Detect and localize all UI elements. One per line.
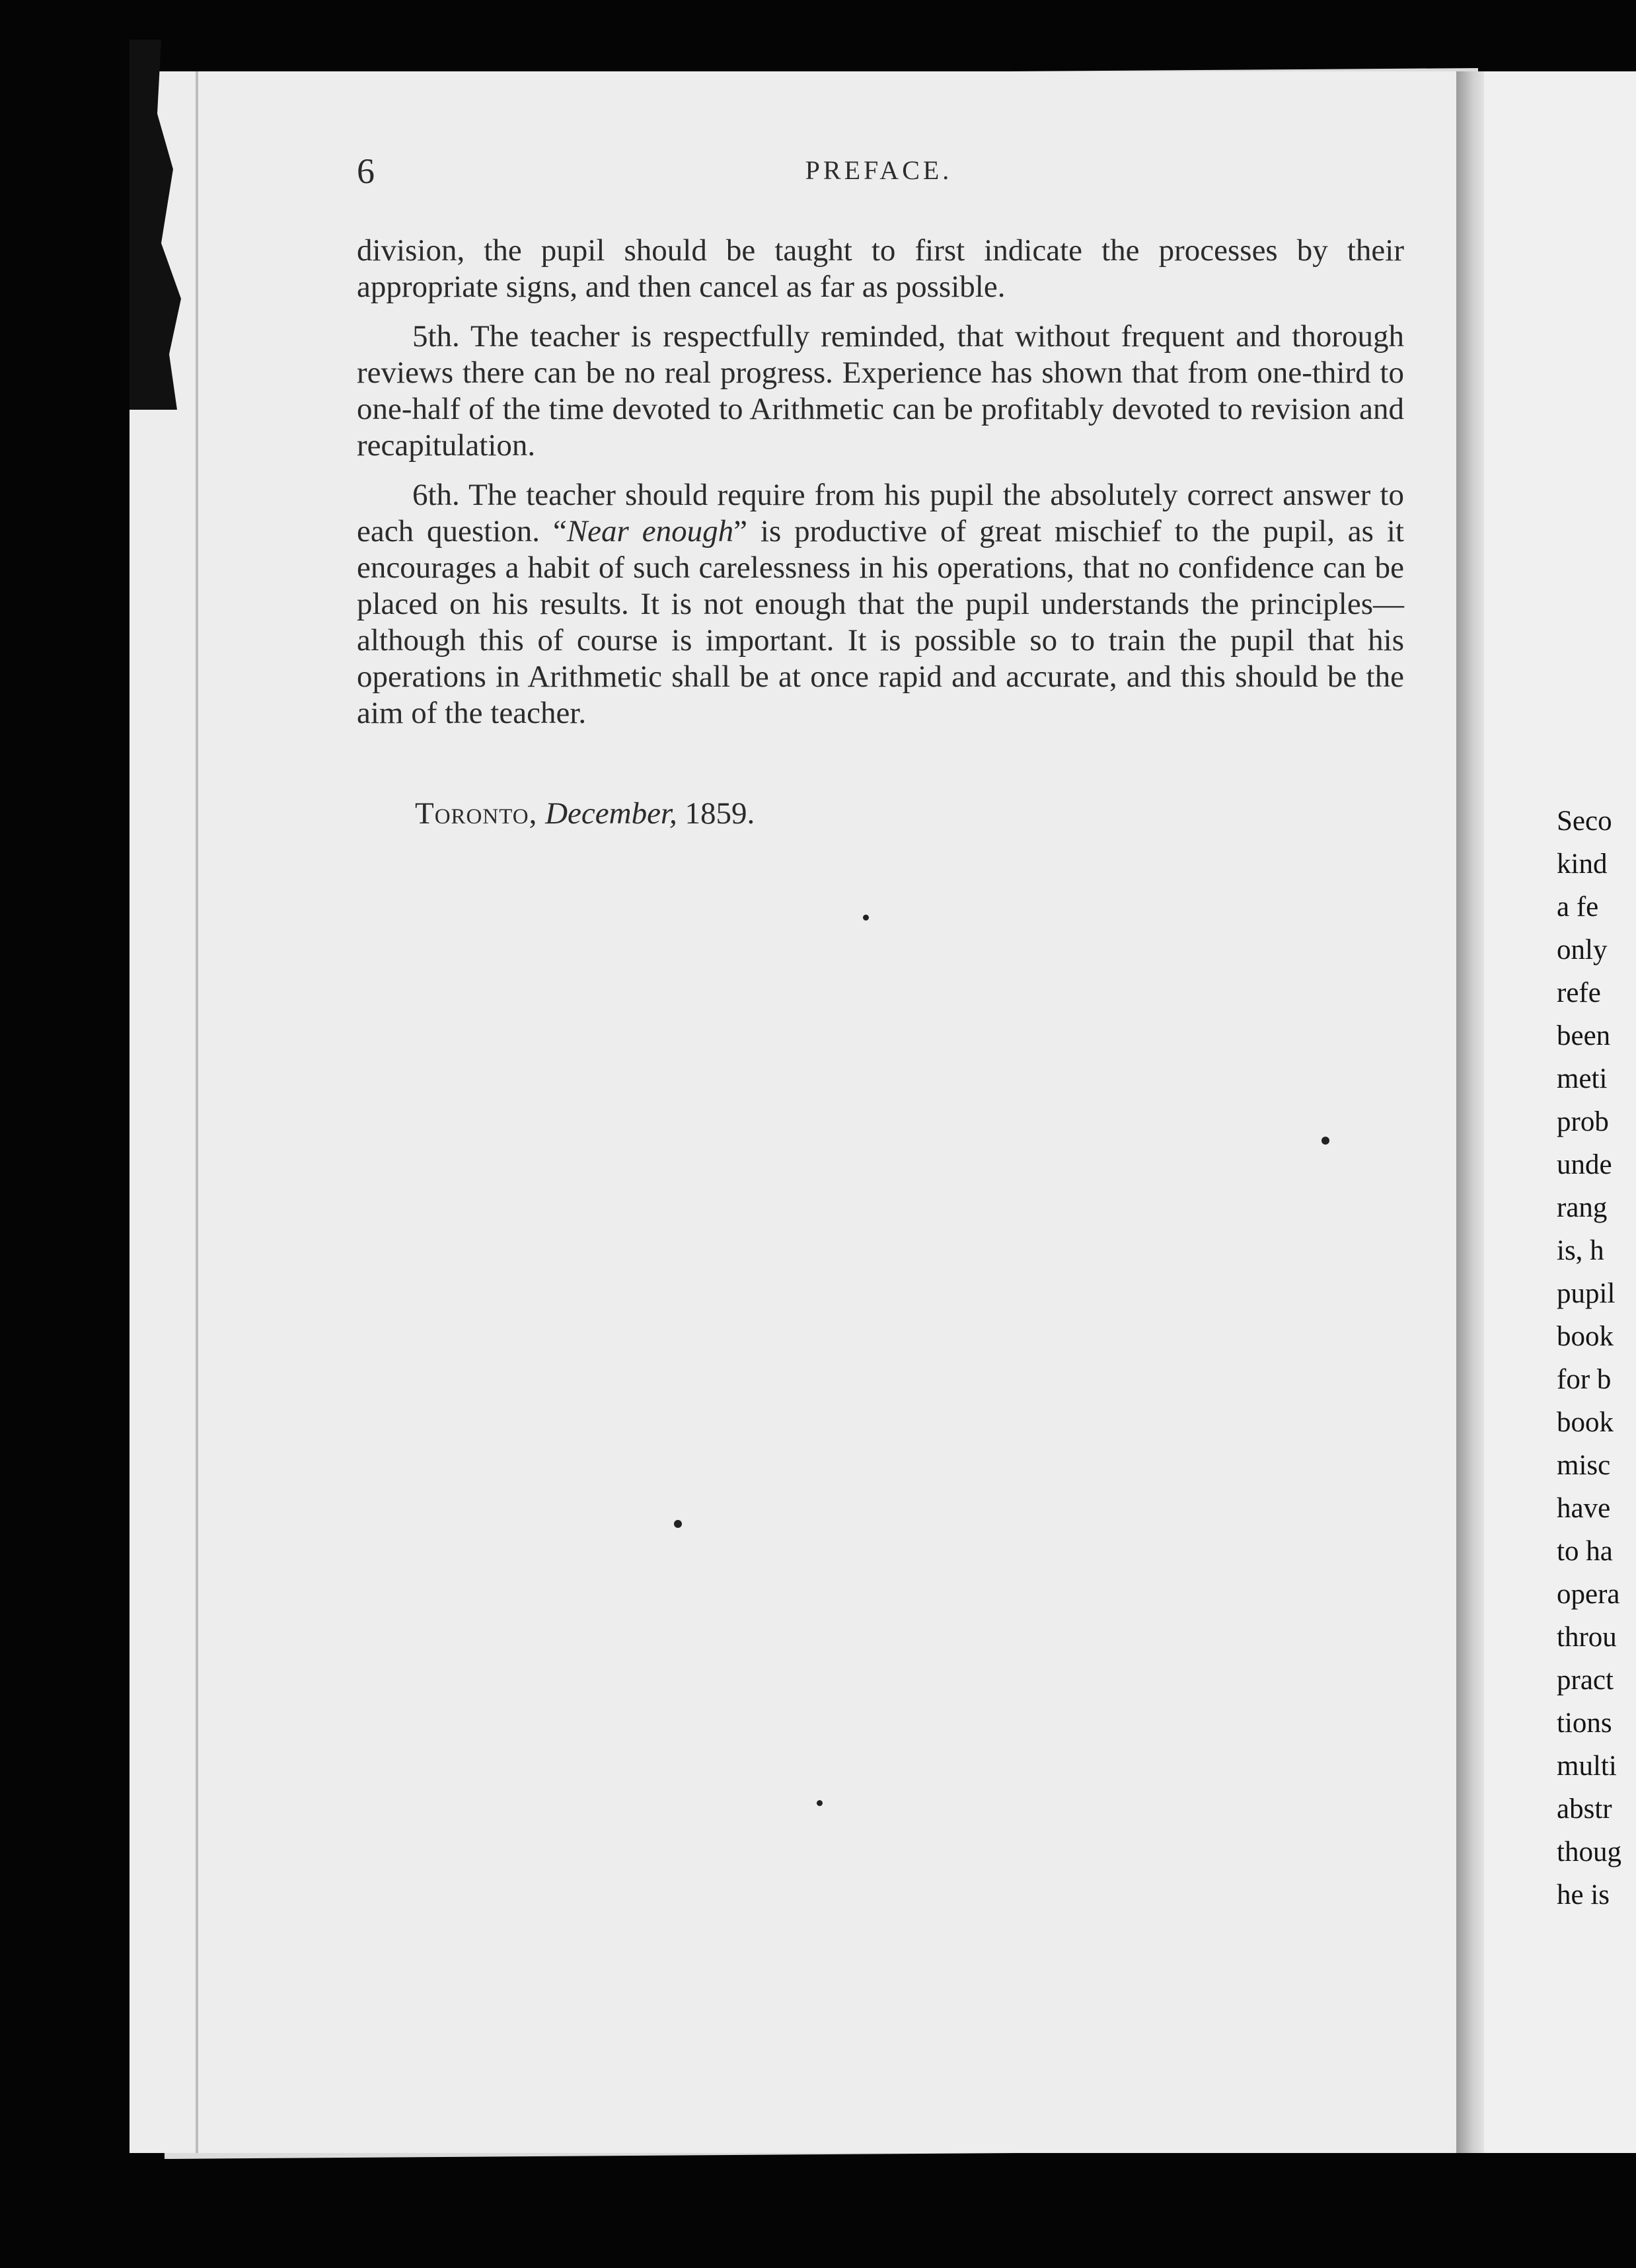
page-fold-line [196,71,198,2153]
paragraph-5th: 5th. The teacher is respectfully reminded, that without frequent and thorough reviews there can be no real progress. Experience has shown that from one-third to one-half of the time devoted to Arithmetic can be profitably devoted to revision and recapitulation. [357,319,1404,463]
right-line: to ha [1557,1536,1613,1567]
right-line: a fe [1557,891,1599,923]
preface-text [357,233,1404,745]
right-line: pupil [1557,1278,1616,1309]
right-line: multi [1557,1751,1617,1782]
paragraph-continuation: division, the pupil should be taught to first indicate the processes by their appropriate signs, and then cancel as far as possible. [357,233,1404,304]
right-line: been [1557,1020,1611,1051]
page-number: 6 [357,151,375,191]
right-line: book [1557,1321,1614,1352]
right-line: pract [1557,1665,1614,1696]
signature-place: Toronto, [415,796,538,831]
quote-near-enough: Near enough [566,514,734,548]
right-line: Seco [1557,806,1612,837]
right-line: throu [1557,1622,1617,1653]
right-line: rang [1557,1192,1608,1223]
ink-speck [817,1800,823,1806]
signature-line [415,796,755,831]
running-head: PREFACE. [805,155,953,185]
ink-speck [1321,1137,1329,1145]
right-line: thoug [1557,1836,1621,1868]
signature-year: 1859. [685,796,755,831]
signature-month: December, [545,796,677,831]
right-line: refe [1557,977,1601,1008]
gutter-shadow [1456,71,1484,2153]
ink-speck [863,915,869,921]
right-line: book [1557,1407,1614,1438]
quote-open: “ [552,514,567,548]
right-line: he is [1557,1879,1610,1910]
right-line: is, h [1557,1235,1604,1266]
ink-speck [674,1520,682,1528]
paragraph-6th-part1: 6th. The teacher should require from his pupil the absolutely correct answer to each question. [357,478,1404,548]
right-line: tions [1557,1708,1612,1739]
right-line: unde [1557,1149,1612,1180]
paragraph-6th-part2: is productive of great mischief to the pupil, as it encourages a habit of such carelessness in his operations, that no confidence can be placed on his results. It is not enough that the pupil understands the principles—although this of course is important. It is possible so to train the pupil that his operations in Arithmetic shall be at once rapid and accurate, and this should be the aim of the teacher. [357,514,1404,730]
right-line: have [1557,1493,1611,1524]
quote-close: ” [733,514,747,548]
right-line: for b [1557,1364,1612,1395]
right-line: abstr [1557,1794,1612,1825]
right-line: kind [1557,849,1608,880]
right-page-text [1557,800,1636,1916]
right-line: meti [1557,1063,1608,1094]
right-line: misc [1557,1450,1611,1481]
paragraph-6th [357,477,1404,732]
right-line: opera [1557,1579,1620,1610]
right-line: only [1557,934,1608,965]
right-line: prob [1557,1106,1609,1137]
